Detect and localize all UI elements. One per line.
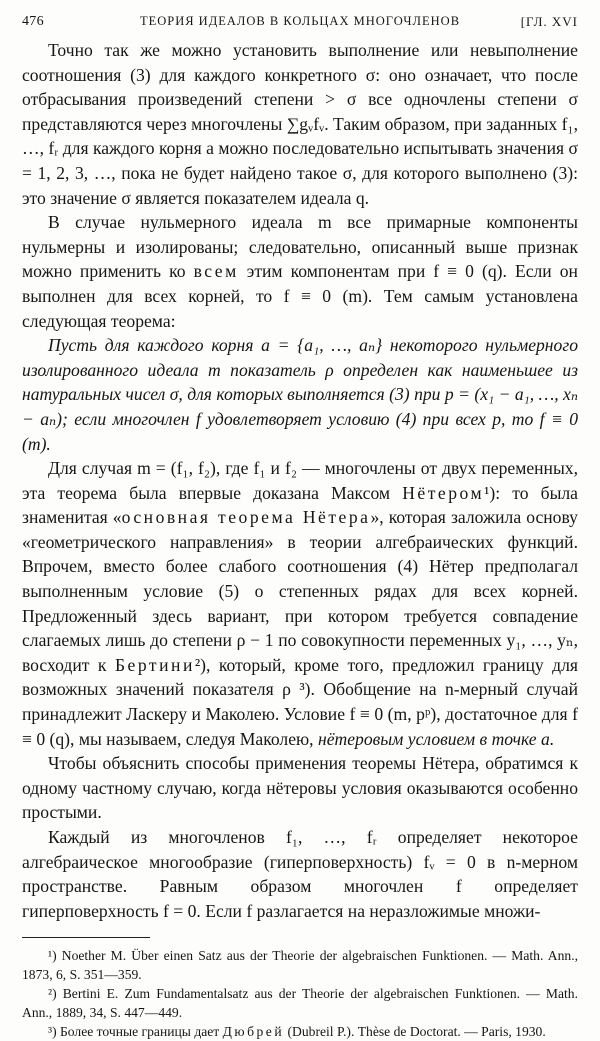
paragraph-2 [22, 210, 578, 333]
footnote-3-part-b: (Dubreil P.). Thèse de Doctorat. — Paris, 1930. [287, 1024, 546, 1040]
footnote-3-part-a: ³) Более точные границы дает [48, 1024, 220, 1040]
paragraph-2-part-a: В случае нульмерного идеала m все примарные компоненты нульмерны и изолированы; следовательно, описанный выше признак можно применить ко [22, 212, 578, 282]
paragraph-3 [22, 456, 578, 751]
running-title: ТЕОРИЯ ИДЕАЛОВ В КОЛЬЦАХ МНОГОЧЛЕНОВ [139, 14, 461, 28]
paragraph-3-part-b: ¹): то была знаменитая « [22, 482, 578, 528]
footnote-2: ²) Bertini E. Zum Fundamentalsatz aus der Theorie der algebraischen Funktionen. — Math. Ann., 1889, 34, S. 447—449. [22, 986, 578, 1021]
paragraph-1: Точно так же можно установить выполнение или невыполнение соотношения (3) для каждого конкретного σ: оно означает, что после отбрасывания произведений степени > σ все одночлены степени σ представляются через многочлены ∑gᵥfᵥ. Таким образом, при заданных f₁, …, fᵣ для каждого корня a можно последовательно испытывать значения σ = 1, 2, 3, …, пока не будет найдено такое σ, для которого выполнено (3): это значение σ является показателем идеала q. [22, 40, 579, 208]
paragraph-2-part-b: этим компонентам при f ≡ 0 (q). Если он выполнен для всех корней, то f ≡ 0 (m). Тем самым установлена следующая теорема: [22, 261, 578, 331]
main-text [22, 38, 578, 923]
footnotes [22, 946, 578, 1041]
paragraph-3-part-c: », которая заложила основу «геометрического направления» в теории алгебраических функций. Впрочем, вместо более слабого соотношения (4) Нётер предполагал выполненным условие (5) о степенных рядах для всех корней. Предложенный здесь вариант, при котором требуется совпадение слагаемых лишь до степени ρ − 1 по совокупности переменных y₁, …, yₙ, восходит к [22, 507, 578, 675]
name-dubreil: Дюбрей [222, 1024, 285, 1040]
noether-condition-term: нётеровым условием в точке a. [317, 728, 555, 749]
paragraph-3-part-d: ²), который, кроме того, предложил границу для возможных значений показателя ρ ³). Обобщение на n-мерный случай принадлежит Ласкеру и Маколею. Условие f ≡ 0 (m, pᵖ), достаточное для f ≡ 0 (q), мы называем, следуя Маколею, [22, 654, 578, 749]
paragraph-5: Каждый из многочленов f₁, …, fᵣ определяет некоторое алгебраическое многообразие (гиперповерхность) fᵥ = 0 в n-мерном пространстве. Равным образом многочлен f определяет гиперповерхность f = 0. Если f разлагается на неразложимые множи- [22, 827, 578, 921]
theorem-statement: Пусть для каждого корня a = {a₁, …, aₙ} некоторого нульмерного изолированного идеала m показатель ρ определен как наименьшее из натуральных чисел σ, для которых выполняется (3) при p = (x₁ − a₁, …, xₙ − aₙ); если многочлен f удовлетворяет условию (4) при всех p, то f ≡ 0 (m). [22, 335, 578, 454]
name-noether: Нётером [402, 482, 485, 503]
theorem-name: основная теорема Нётера [121, 507, 371, 528]
paragraph-4: Чтобы объяснить способы применения теоремы Нётера, обратимся к одному частному случаю, когда нётеровы условия оказываются особенно простыми. [22, 753, 578, 823]
footnote-1: ¹) Noether M. Über einen Satz aus der Theorie der algebraischen Funktionen. — Math. Ann., 1873, 6, S. 351—359. [22, 948, 578, 983]
paragraph-3-part-a: Для случая m = (f₁, f₂), где f₁ и f₂ — многочлены от двух переменных, эта теорема была впервые доказана Максом [22, 458, 578, 503]
footnote-3 [22, 1022, 578, 1041]
chapter-label: [ГЛ. XVI [520, 14, 578, 29]
spaced-word-all: всем [193, 261, 239, 282]
name-bertini: Бертини [114, 654, 195, 675]
footnote-divider [22, 937, 150, 938]
running-header [22, 10, 578, 36]
page-number: 476 [22, 14, 44, 29]
